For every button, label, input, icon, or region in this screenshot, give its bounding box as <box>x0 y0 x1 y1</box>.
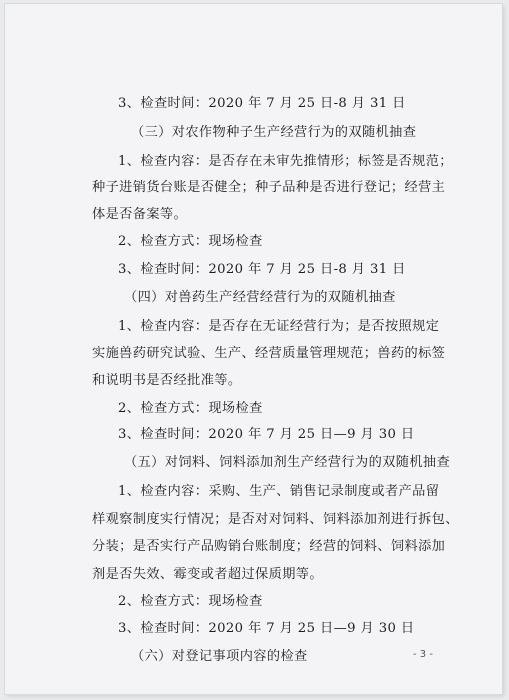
text-line: 2、检查方式：现场检查 <box>118 594 263 609</box>
section-heading: （六）对登记事项内容的检查 <box>131 649 308 664</box>
text-line: 和说明书是否经批准等。 <box>92 373 242 388</box>
section-heading: （五）对饲料、饲料添加剂生产经营行为的双随机抽查 <box>124 455 451 470</box>
text-line: 3、检查时间：2020 年 7 月 25 日—9 月 30 日 <box>118 621 415 636</box>
text-line: 2、检查方式：现场检查 <box>118 234 263 249</box>
text-line: 样观察制度实行情况；是否对对饲料、饲料添加剂进行拆包、 <box>92 512 459 527</box>
section-heading: （三）对农作物种子生产经营行为的双随机抽查 <box>131 125 417 140</box>
page-number: - 3 - <box>413 649 433 660</box>
document-page <box>5 4 502 694</box>
text-line: 2、检查方式：现场检查 <box>118 401 263 416</box>
text-line: 体是否备案等。 <box>92 207 188 222</box>
text-line: 剂是否失效、霉变或者超过保质期等。 <box>92 567 323 582</box>
text-line: 1、检查内容：采购、生产、销售记录制度或者产品留 <box>118 484 440 499</box>
text-line: 1、检查内容：是否存在无证经营行为；是否按照规定 <box>118 319 440 334</box>
text-line: 3、检查时间：2020 年 7 月 25 日-8 月 31 日 <box>118 262 406 277</box>
text-line: 种子进销货台账是否健全；种子品种是否进行登记；经营主 <box>92 180 446 195</box>
text-line: 实施兽药研究试验、生产、经营质量管理规范；兽药的标签 <box>92 346 446 361</box>
text-line: 1、检查内容：是否存在未审先推情形；标签是否规范； <box>118 154 453 169</box>
text-line: 3、检查时间：2020 年 7 月 25 日—9 月 30 日 <box>118 427 415 442</box>
section-heading: （四）对兽药生产经营经营行为的双随机抽查 <box>124 290 396 305</box>
text-line: 3、检查时间：2020 年 7 月 25 日-8 月 31 日 <box>118 96 406 111</box>
text-line: 分装；是否实行产品购销台账制度；经营的饲料、饲料添加 <box>92 539 446 554</box>
